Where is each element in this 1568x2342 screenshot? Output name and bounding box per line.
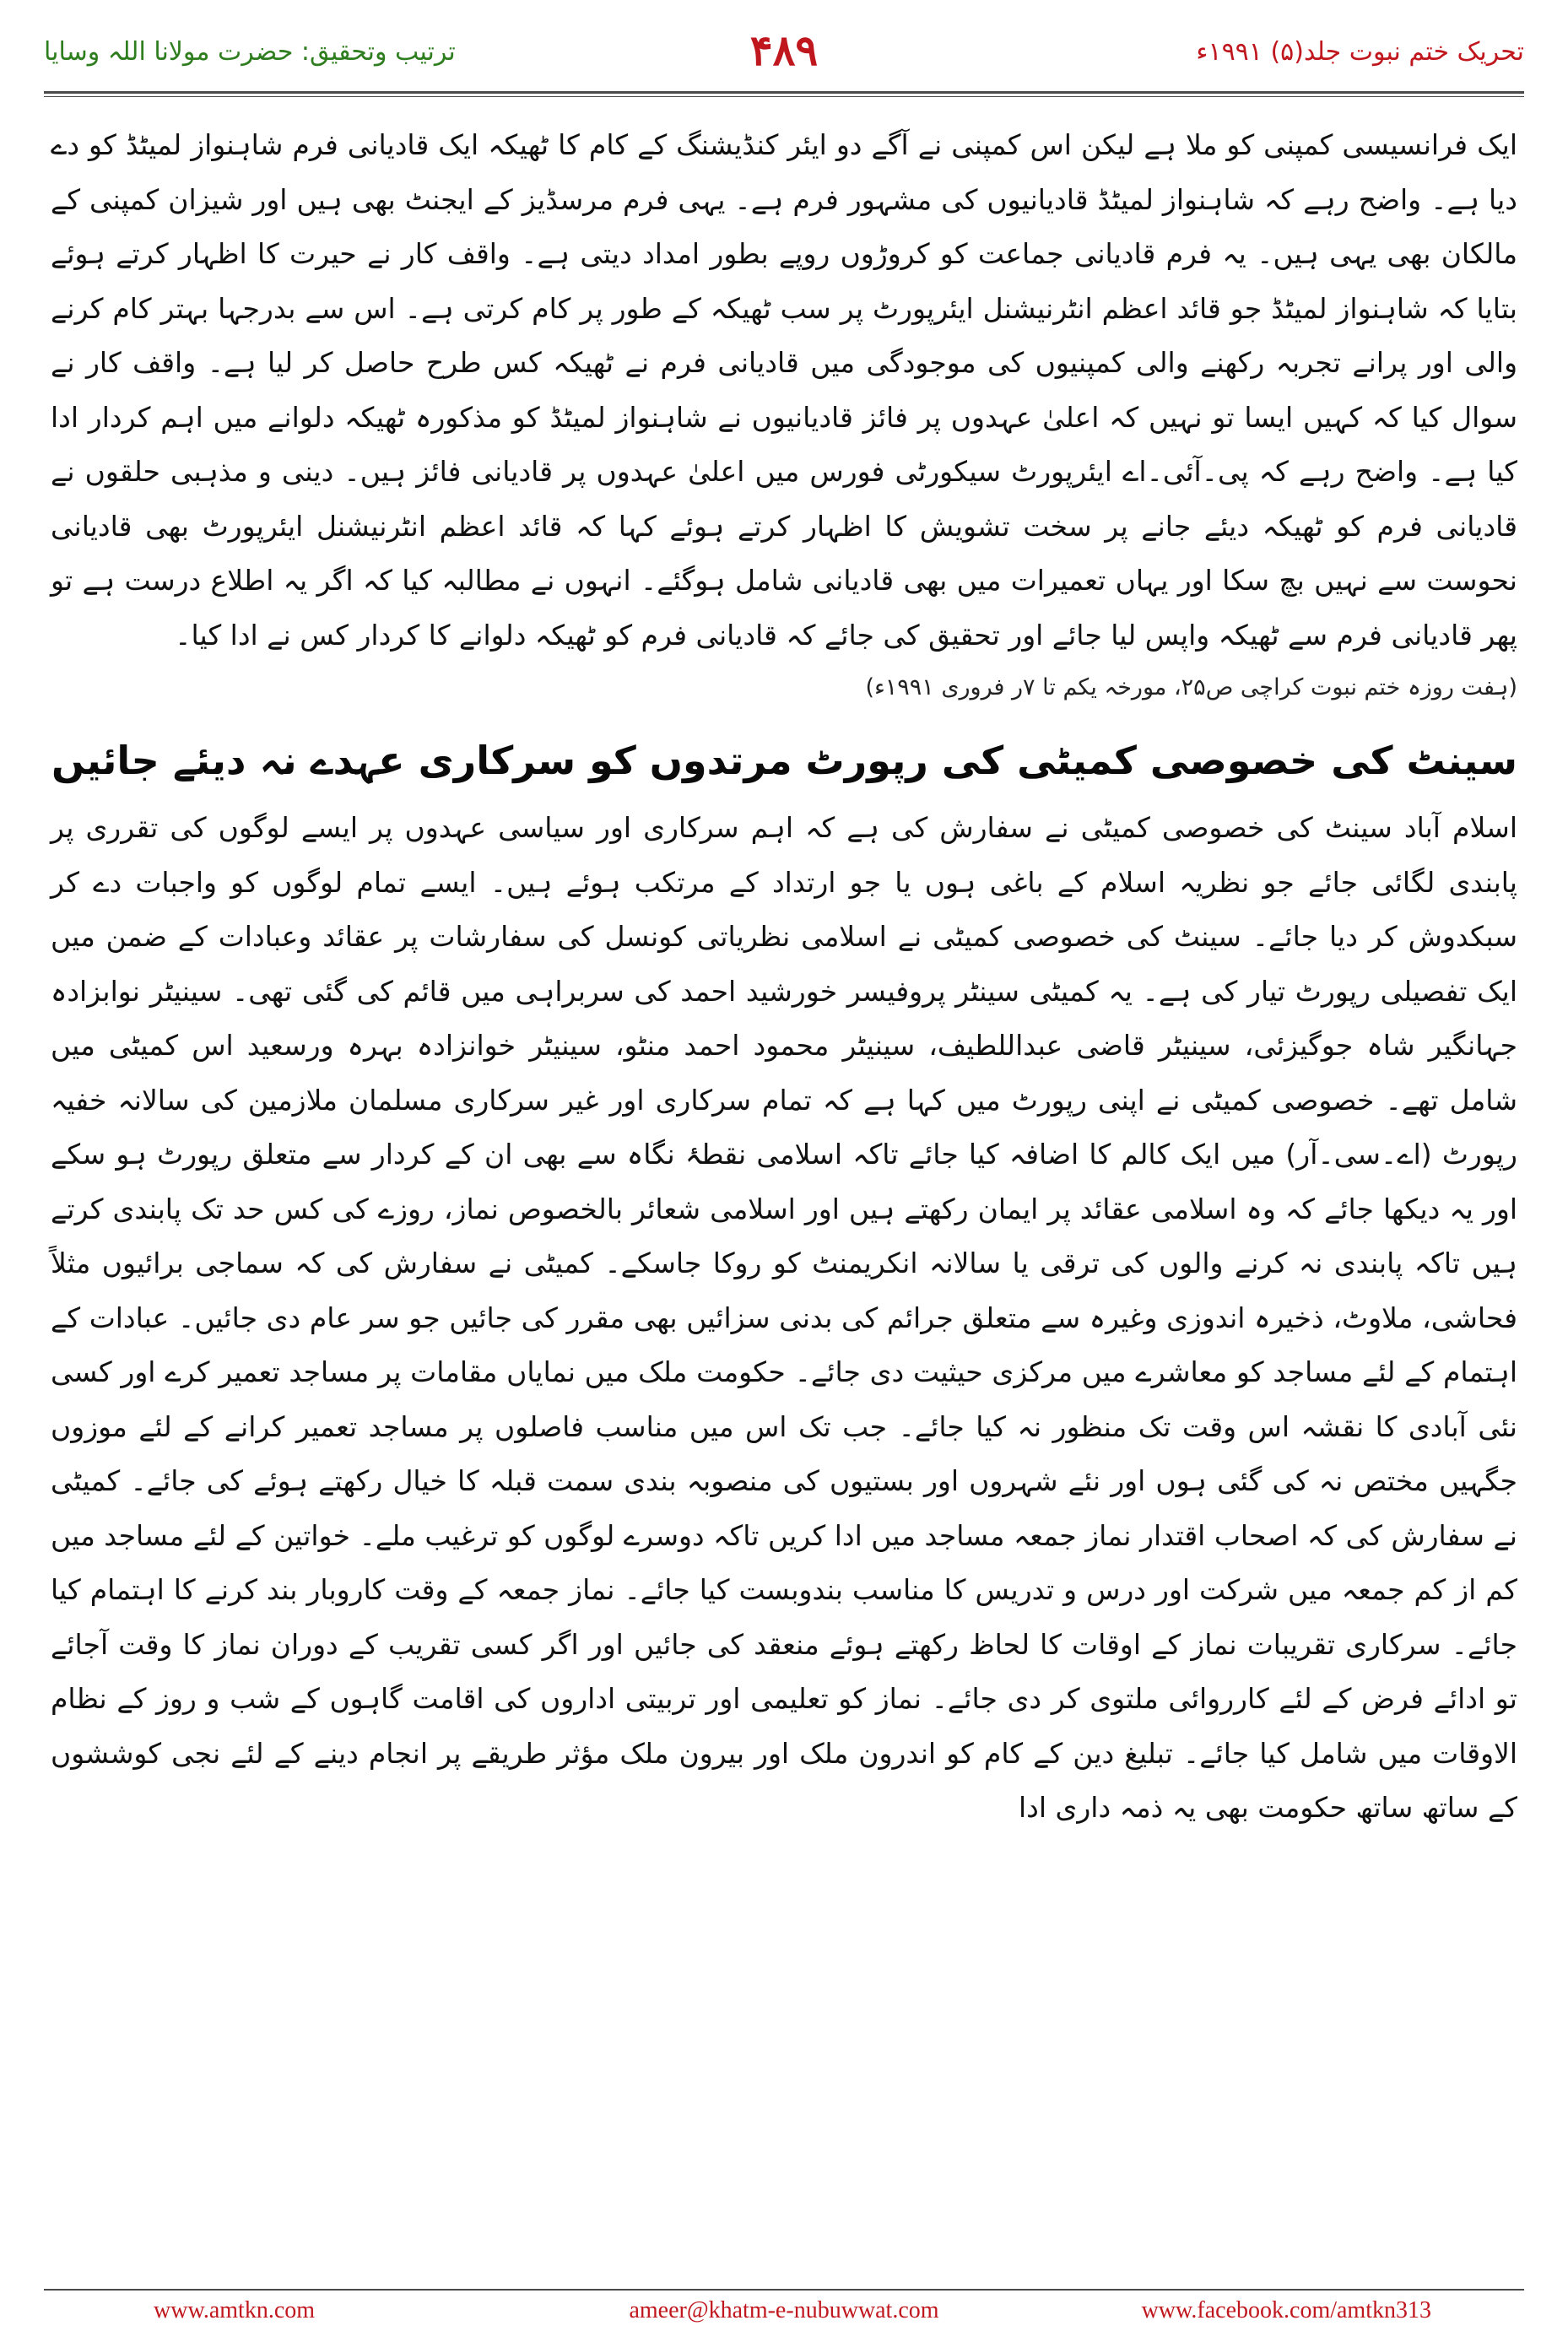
compiler-credit: ترتیب وتحقیق: حضرت مولانا اللہ وسایا — [44, 37, 456, 67]
page-number: ۴۸۹ — [749, 25, 819, 75]
paragraph-news-report: ایک فرانسیسی کمپنی کو ملا ہے لیکن اس کمپنی نے آگے دو ایئر کنڈیشنگ کے کام کا ٹھیکہ ایک قادیانی فرم شاہنواز لمیٹڈ کو دے دیا ہے۔ واضح رہے کہ شاہنواز لمیٹڈ قادیانیوں کی مشہور فرم ہے۔ یہی فرم مرسڈیز کے ایجنٹ بھی ہیں اور شیزان کمپنی کے مالکان بھی یہی ہیں۔ یہ فرم قادیانی جماعت کو کروڑوں روپے بطور امداد دیتی ہے۔ واقف کار نے حیرت کا اظہار کرتے ہوئے بتایا کہ شاہنواز لمیٹڈ جو قائد اعظم انٹرنیشنل ایئرپورٹ پر سب ٹھیکہ کے طور پر کام کرتی ہے۔ اس سے بدرجہا بہتر کام کرنے والی اور پرانے تجربہ رکھنے والی کمپنیوں کی موجودگی میں قادیانی فرم نے ٹھیکہ کس طرح حاصل کر لیا ہے۔ واقف کار نے سوال کیا کہ کہیں ایسا تو نہیں کہ اعلیٰ عہدوں پر فائز قادیانیوں نے شاہنواز لمیٹڈ کو مذکورہ ٹھیکہ دلوانے میں اہم کردار ادا کیا ہے۔ واضح رہے کہ پی۔آئی۔اے ایئرپورٹ سیکورٹی فورس میں اعلیٰ عہدوں پر قادیانی فائز ہیں۔ دینی و مذہبی حلقوں نے قادیانی فرم کو ٹھیکہ دیئے جانے پر سخت تشویش کا اظہار کرتے ہوئے کہا کہ قائد اعظم انٹرنیشنل ایئرپورٹ بھی قادیانی نحوست سے نہیں بچ سکا اور یہاں تعمیرات میں بھی قادیانی شامل ہوگئے۔ انہوں نے مطالبہ کیا کہ اگر یہ اطلاع درست ہے تو پھر قادیانی فرم سے ٹھیکہ واپس لیا جائے اور تحقیق کی جائے کہ قادیانی فرم کو ٹھیکہ دلوانے کا کردار کس نے ادا کیا۔ — [51, 128, 1517, 652]
section-heading: سینٹ کی خصوصی کمیٹی کی رپورٹ مرتدوں کو سرکاری عہدے نہ دیئے جائیں — [51, 738, 1517, 783]
facebook-link[interactable]: www.facebook.com/amtkn313 — [1141, 2297, 1431, 2323]
header-divider — [44, 91, 1524, 94]
book-title: تحریک ختم نبوت جلد(۵) ۱۹۹۱ء — [1196, 37, 1524, 67]
email-link[interactable]: ameer@khatm-e-nubuwwat.com — [629, 2297, 939, 2323]
source-citation: (ہفت روزہ ختم نبوت کراچی ص۲۵، مورخہ یکم تا ۷ر فروری ۱۹۹۱ء) — [865, 674, 1517, 700]
page-footer — [44, 2289, 1524, 2324]
header-divider-thin — [44, 96, 1524, 97]
website-link[interactable]: www.amtkn.com — [154, 2297, 316, 2323]
page-content — [51, 118, 1517, 1836]
paragraph-senate-report: اسلام آباد سینٹ کی خصوصی کمیٹی نے سفارش کی ہے کہ اہم سرکاری اور سیاسی عہدوں پر ایسے لوگوں کی تقرری پر پابندی لگائی جائے جو نظریہ اسلام کے باغی ہوں یا جو ارتداد کے مرتکب ہوئے ہیں۔ ایسے تمام لوگوں کو واجبات دے کر سبکدوش کر دیا جائے۔ سینٹ کی خصوصی کمیٹی نے اسلامی نظریاتی کونسل کی سفارشات پر عقائد وعبادات کے ضمن میں ایک تفصیلی رپورٹ تیار کی ہے۔ یہ کمیٹی سینٹر پروفیسر خورشید احمد کی سربراہی میں قائم کی گئی تھی۔ سینیٹر نوابزادہ جہانگیر شاہ جوگیزئی، سینیٹر قاضی عبداللطیف، سینیٹر محمود احمد منٹو، سینیٹر خوانزادہ بہرہ ورسعید اس کمیٹی میں شامل تھے۔ خصوصی کمیٹی نے اپنی رپورٹ میں کہا ہے کہ تمام سرکاری اور غیر سرکاری مسلمان ملازمین کی سالانہ خفیہ رپورٹ (اے۔سی۔آر) میں ایک کالم کا اضافہ کیا جائے تاکہ اسلامی نقطۂ نگاہ سے بھی ان کے کردار سے متعلق رپورٹ ہو سکے اور یہ دیکھا جائے کہ وہ اسلامی عقائد پر ایمان رکھتے ہیں اور اسلامی شعائر بالخصوص نماز، روزے کی کس حد تک پابندی کرتے ہیں تاکہ پابندی نہ کرنے والوں کی ترقی یا سالانہ انکریمنٹ کو روکا جاسکے۔ کمیٹی نے سفارش کی کہ سماجی برائیوں مثلاً فحاشی، ملاوٹ، ذخیرہ اندوزی وغیرہ سے متعلق جرائم کی بدنی سزائیں بھی مقرر کی جائیں جو سر عام دی جائیں۔ عبادات کے اہتمام کے لئے مساجد کو معاشرے میں مرکزی حیثیت دی جائے۔ حکومت ملک میں نمایاں مقامات پر مساجد تعمیر کرے اور کسی نئی آبادی کا نقشہ اس وقت تک منظور نہ کیا جائے۔ جب تک اس میں مناسب فاصلوں پر مساجد تعمیر کرانے کے لئے موزوں جگہیں مختص نہ کی گئی ہوں اور نئے شہروں اور بستیوں کی منصوبہ بندی سمت قبلہ کا خیال رکھتے ہوئے کی جائے۔ کمیٹی نے سفارش کی کہ اصحاب اقتدار نماز جمعہ مساجد میں ادا کریں تاکہ دوسرے لوگوں کو ترغیب ملے۔ خواتین کے لئے مساجد میں کم از کم جمعہ میں شرکت اور درس و تدریس کا مناسب بندوبست کیا جائے۔ نماز جمعہ کے وقت کاروبار بند کرنے کا اہتمام کیا جائے۔ سرکاری تقریبات نماز کے اوقات کا لحاظ رکھتے ہوئے منعقد کی جائیں اور اگر کسی تقریب کے دوران نماز کا وقت آجائے تو ادائے فرض کے لئے کارروائی ملتوی کر دی جائے۔ نماز کو تعلیمی اور تربیتی اداروں کی اقامت گاہوں کے شب و روز کے نظام الاوقات میں شامل کیا جائے۔ تبلیغ دین کے کام کو اندرون ملک اور بیرون ملک مؤثر طریقے پر انجام دینے کے لئے نجی کوششوں کے ساتھ ساتھ حکومت بھی یہ ذمہ داری ادا — [51, 811, 1517, 1824]
page-header — [44, 25, 1524, 76]
